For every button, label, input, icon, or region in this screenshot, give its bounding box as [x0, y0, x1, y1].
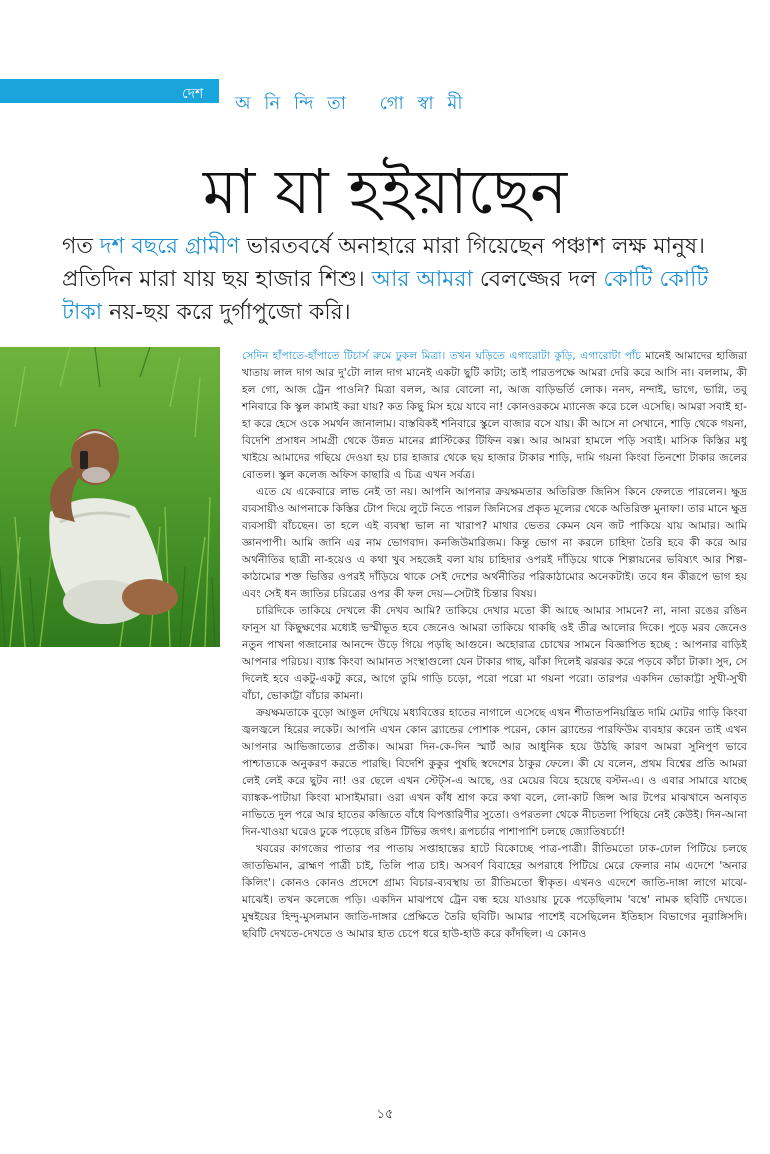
section-label: দেশ: [182, 86, 204, 102]
article-photo: [0, 347, 220, 647]
body-paragraph-4: ক্রয়ক্ষমতাকে বুড়ো আঙুল দেখিয়ে মধ্যবিত্তের হাতের নাগালে এসেছে এখন শীতাতপনিয়ন্ত্রিত দামি মোটর গাড়ি কিংবা জ্বলজ্বলে হিরের লকেট। আপনি এখন কোন ব্র্যান্ডের পোশাক পরেন, কোন ব্র্যান্ডের পারফিউম ব্যবহার করেন তাই এখন আপনার আভিজাত্যের প্রতীক। আমরা দিন-কে-দিন স্মার্ট আর আধুনিক হয়ে উঠছি কারণ আমরা সুনিপুণ ভাবে পাশ্চাত্যকে অনুকরণ করতে পারছি। বিদেশি কুকুর পুষছি স্বদেশের ঠাকুর ফেলে। কী যে বলেন, প্রথম বিশ্বের প্রতি আমরা লেই লেই করে ছুটব না! ওর ছেলে এখন স্টেট্স-এ আছে, ওর মেয়ের বিয়ে হয়েছে বস্টন-এ। ও এবার সামারে যাচ্ছে ব্যাঙ্কক-পাটায়া কিংবা মাসাইমারা। ওরা এখন কাঁধ শ্রাগ করে কথা বলে, লো-কাট জিন্স আর টপের মাঝখানে অনাবৃত নাভিতে দুল পরে আর হাতের কব্জিতে বাঁধে বিপত্তারিণীর সুতো। ওপরতলা থেকে নীচতলা পিছিয়ে নেই কেউই। দিন-আনা দিন-খাওয়া ঘরেও ঢুকে পড়েছে রঙিন টিভির জগৎ। রূপচর্চার পাশাপাশি চলছে জ্যোতিষচর্চা!: [242, 706, 747, 838]
lede-highlight-3: কোটি কোটি টাকা: [62, 267, 709, 325]
body-lead-in: সেদিন হাঁপাতে-হাঁপাতে টিচার্স রুমে ঢুকল মিত্রা। তখন ঘড়িতে এগারোটা কুড়ি, এগারোটা পাঁচ: [242, 349, 642, 362]
body-paragraph-3: চারিদিকে তাকিয়ে দেখলে কী দেখব আমি? তাকিয়ে দেখার মতো কী আছে আমার সামনে? না, নানা রঙের রঙিন ফানুস যা কিছুক্ষণের মধ্যেই ভস্মীভূত হবে জেনেও আমরা তাকিয়ে থাকছি ওই তীব্র আলোর দিকে। পুড়ে মরব জেনেও নতুন পাখনা গজানোর আনন্দে উড়ে গিয়ে পড়ছি আগুনে। অহোরাত্র চোখের সামনে বিজ্ঞাপিত হচ্ছে : আপনার বাড়িই আপনার পরিচয়। ব্যাঙ্ক কিংবা আমানত সংস্থাগুলো যেন টাকার গাছ, ঝাঁকা দিলেই ঝরঝর করে পড়বে কাঁচা টাকা। সুদ, সে দিলেই হবে একটু-একটু করে, আগে তুমি গাড়ি চড়ো, পরো পরো মা গয়না পরো। তারপর একদিন ভোকাট্টা সুখী-সুখী বাঁচা, ভোকাট্টা বাঁচার কামনা।: [242, 604, 747, 702]
lede-text-4: নয়-ছয় করে দুর্গাপুজো করি।: [102, 300, 351, 325]
lede-text-2: ভারতবর্ষে অনাহারে মারা গিয়েছেন পঞ্চাশ লক্ষ মানুষ। প্রতিদিন মারা যায় ছয় হাজার শিশু।: [62, 234, 706, 292]
body-paragraph-1: [242, 347, 747, 483]
lede-text-3: বেলজ্জের দল: [472, 267, 604, 292]
author-last-name: গো স্বা মী: [379, 93, 467, 114]
farmer-photo-illustration: [0, 347, 220, 647]
lede-highlight-1: দশ বছরে গ্রামীণ: [99, 234, 240, 259]
article-title: মা যা হইয়াছেন: [202, 155, 568, 228]
body-paragraph-1-text: মানেই আমাদের হাজিরা খাতায় লাল দাগ আর দু'টো লাল দাগ মানেই একটা ছুটি কাটা; তাই পারতপক্ষে আমরা দেরি করে আসি না। বললাম, কী হল গো, আজ ট্রেন পাওনি? মিত্রা বলল, আর বোলো না, আজ বাড়িভর্তি লোক। ননদ, নন্দাই, ভাগে, ভাগ্নি, তবু শনিবারে কি স্কুল কামাই করা যায়? কত কিছু মিস হয়ে যাবে না! কোনওরকমে ম্যানেজ করে চলে এসেছি। আমরা সবাই হা-হা করে হেসে ওকে সমর্থন জানালাম। বাস্তবিকই শনিবারে স্কুলে বাজার বসে যায়। কী আসে না সেখানে, শাড়ি থেকে গয়না, বিদেশি প্রসাধন সামগ্রী থেকে উন্নত মানের প্লাস্টিকের টিফিন বক্স। আর আমরা হামলে পড়ি সবাই। মাসিক কিস্তির মধু খাইয়ে আমাদের গছিয়ে দেওয়া হয় চার হাজার থেকে ছয় হাজার টাকার শাড়ি, দামি গয়না কিংবা তিনশো টাকার জলের বোতল। স্কুল কলেজ অফিস কাছারি এ চিত্র এখন সর্বত্র।: [242, 349, 747, 481]
lede-text-1: গত: [62, 234, 100, 259]
author-byline: [235, 89, 467, 120]
body-paragraph-5: খবরের কাগজের পাতার পর পাতায় সপ্তাহান্তের হাটে বিকোচ্ছে পাত্র-পাত্রী। রীতিমতো ঢাক-ঢোল পিটিয়ে চলছে জাতভিমান, ব্রাহ্মণ পাত্রী চাই, তিলি পাত্র চাই। অসবর্ণ বিবাহের অপরাধে পিটিয়ে মেরে ফেলার নাম এদেশে 'অনার কিলিং'। কোনও কোনও প্রদেশে গ্রাম্য বিচার-ব্যবস্থায় তা রীতিমতো স্বীকৃত। এখনও এদেশে জাতি-দাঙ্গা লাগে মাঝে-মাঝেই। তখন কলেজে পড়ি। একদিন মাঝপথে ট্রেন বন্ধ হয়ে যাওয়ায় ঢুকে পড়েছিলাম 'বম্বে' নামক ছবিটি দেখতে। মুম্বইয়ের হিন্দু-মুসলমান জাতি-দাঙ্গার প্রেক্ষিতে তৈরি ছবিটি। আমার পাশেই বসেছিলেন ইতিহাস বিভাগের নুরাঙ্গিসদি। ছবিটি দেখতে-দেখতে ও আমার হাত চেপে ধরে হাউ-হাউ করে কাঁদছিল। এ কোনও: [242, 842, 747, 940]
author-first-name: অ নি ন্দি তা: [235, 93, 350, 114]
page-number: ১৫: [376, 1107, 394, 1122]
body-paragraph-2: এতে যে একেবারে লাভ নেই তা নয়। আপনি আপনার ক্রয়ক্ষমতার অতিরিক্ত জিনিস কিনে ফেলতে পারলেন। ক্ষুদ্র ব্যবসায়ীও আপনাকে কিস্তির টোপ দিয়ে লুটে নিতে পারল জিনিসের প্রকৃত মূল্যের থেকে অতিরিক্ত মুনাফা। তার মানে ক্ষুদ্র ব্যবসায়ী বাঁচছেন। তা হলে এই ব্যবস্থা ভাল না খারাপ? মাথার ভেতর কেমন যেন জট পাকিয়ে যায় আমার। আমি জ্ঞানপাপী। আমি জানি এর নাম ভোগবাদ। কনজিউমারিজম। কিন্তু ভোগ না করলে চাহিদা তৈরি হবে কী করে আর অর্থনীতির ছাত্রী না-হয়েও এ কথা খুব সহজেই বলা যায় চাহিদার ওপরই দাঁড়িয়ে থাকে শিল্পায়নের ভবিষ্যৎ আর শিল্প-কাঠামোর শক্ত ভিত্তির ওপরই দাঁড়িয়ে থাকে সেই দেশের অর্থনীতির পরিকাঠামোর অনেকটাই। তবে ধন কীরূপে ভাগ হয় এবং সেই ধন জাতির চরিত্রের ওপর কী ফল দেয়—সেটাই চিন্তার বিষয়।: [242, 485, 747, 600]
article-body: [242, 347, 747, 942]
lede-highlight-2: আর আমরা: [371, 267, 473, 292]
article-lede: [62, 230, 722, 329]
